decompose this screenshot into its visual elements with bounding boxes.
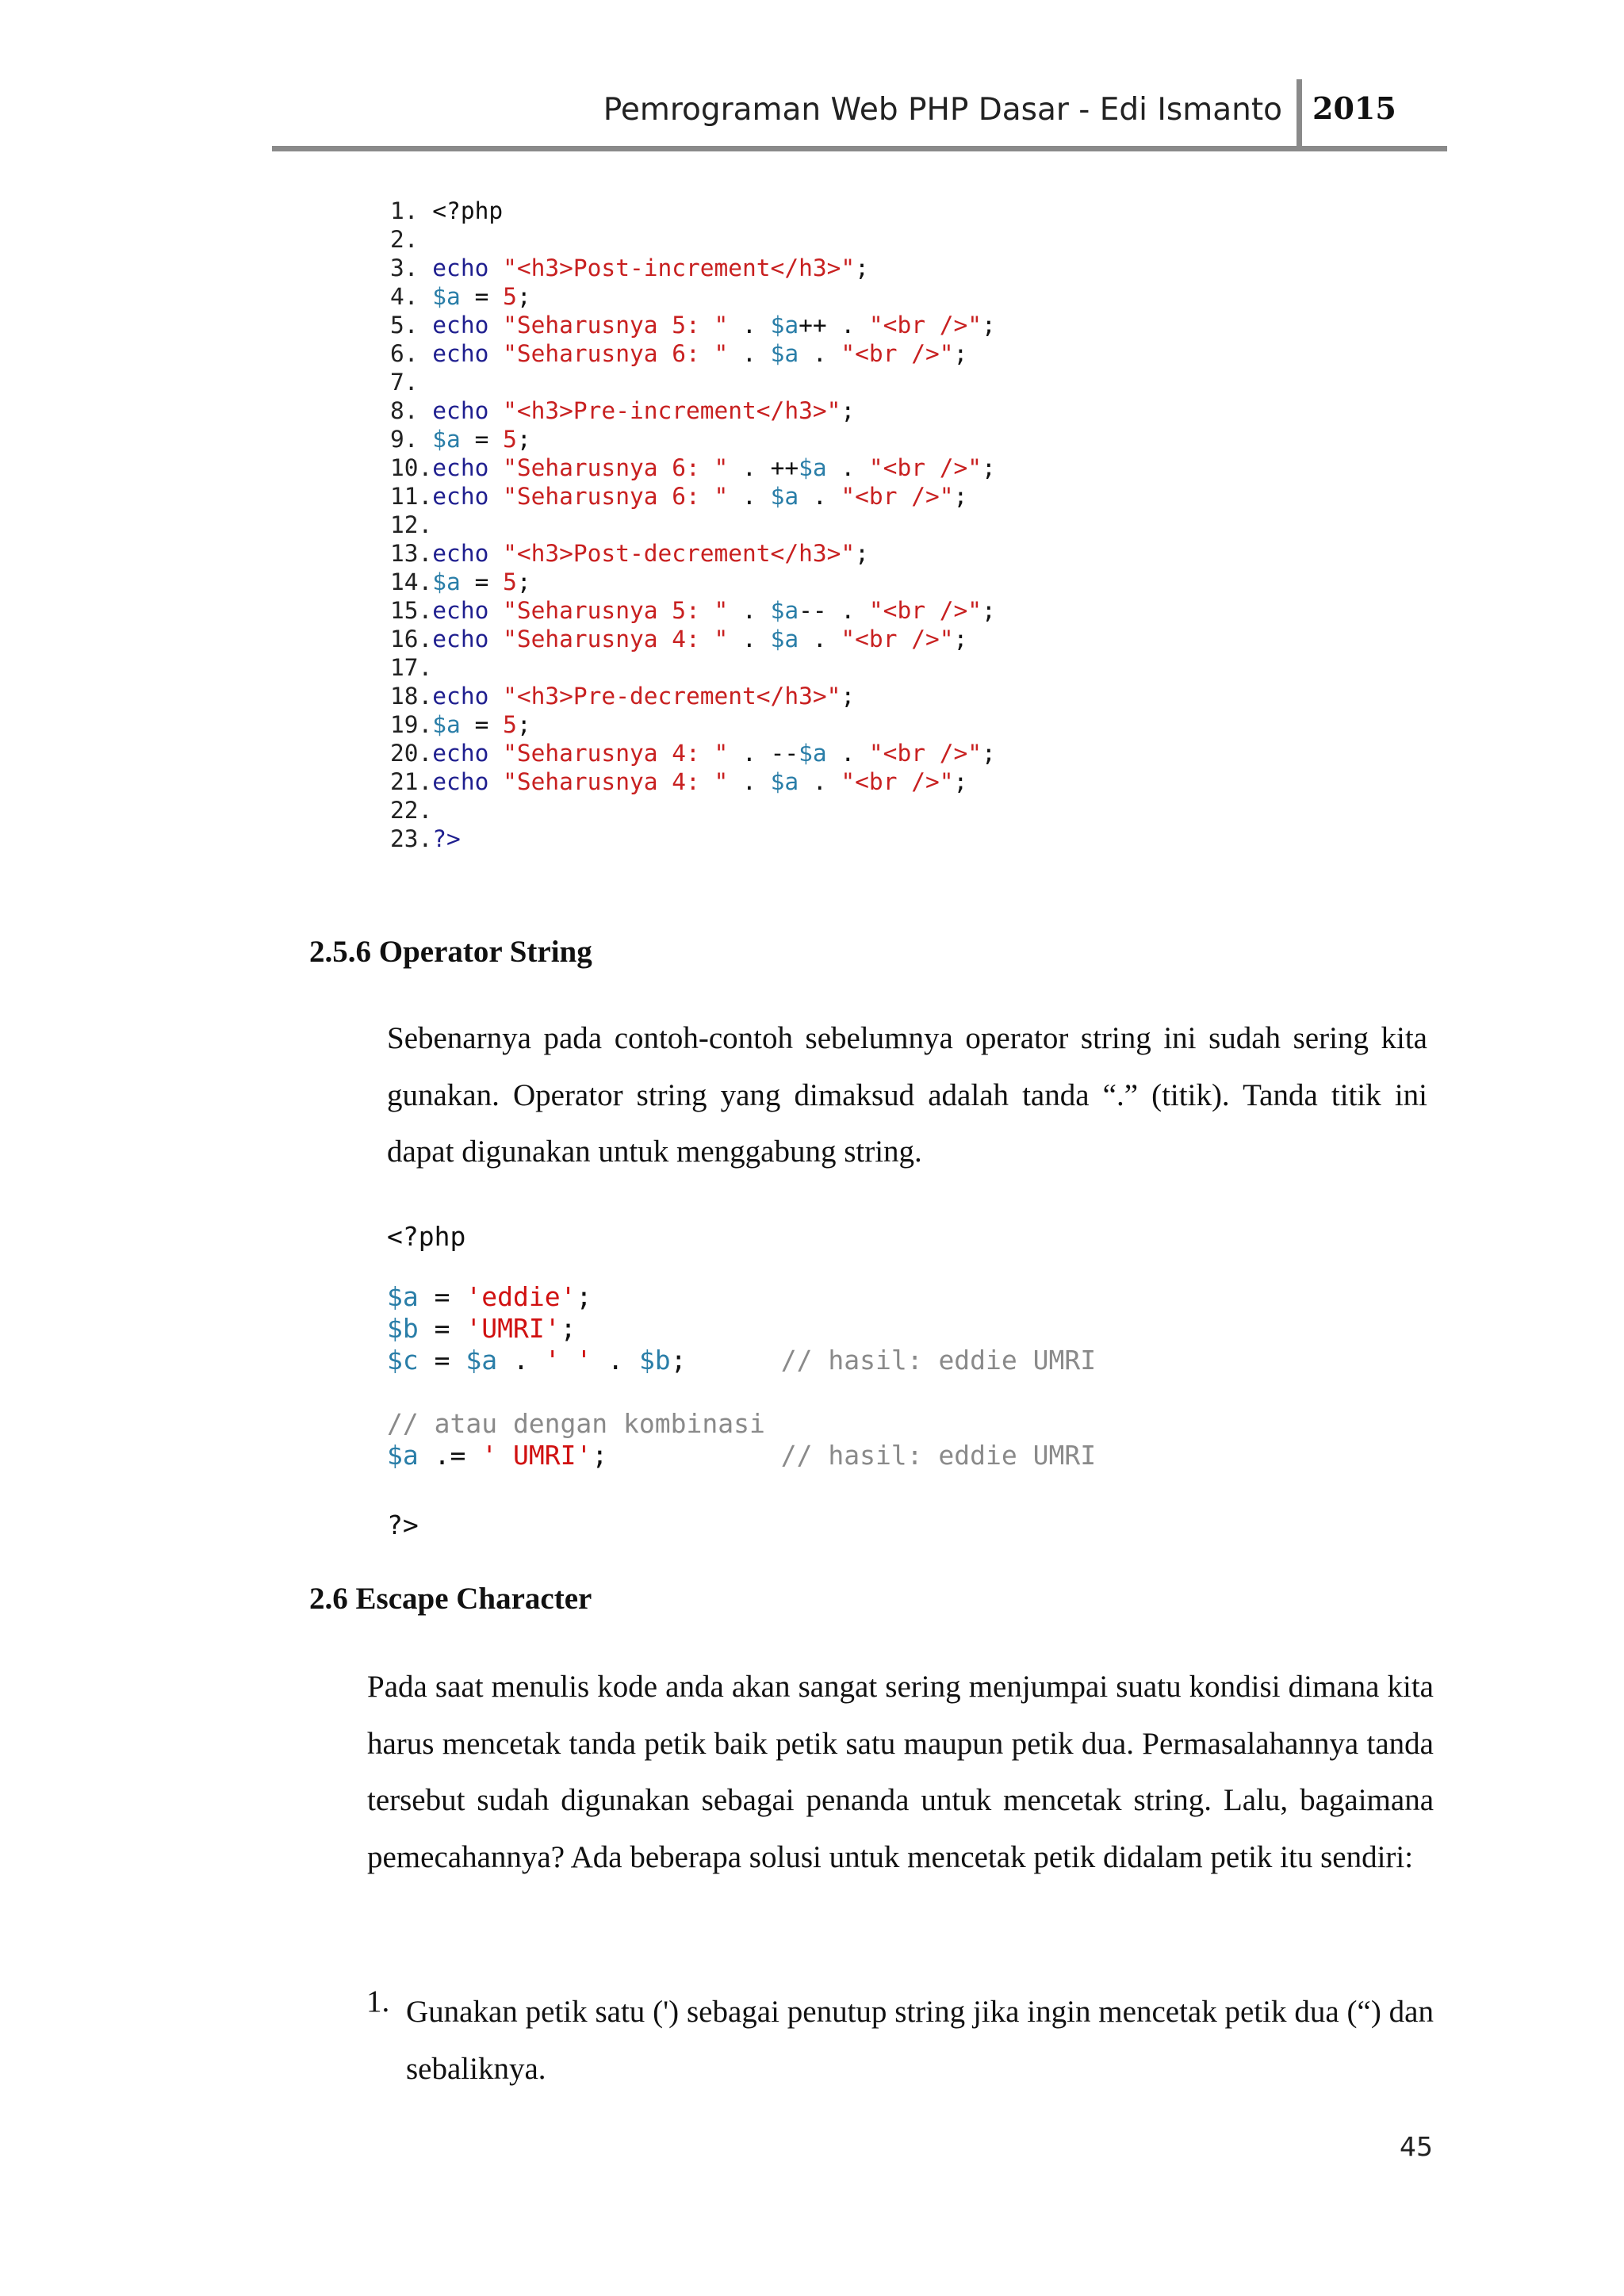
- code-token: "<br />": [868, 597, 982, 624]
- code-token: echo: [432, 312, 504, 339]
- code-token: "Seharusnya 5: ": [503, 597, 729, 624]
- code-token: "<br />": [868, 312, 982, 339]
- code-token: ;: [560, 1313, 576, 1344]
- code-token: $c: [387, 1345, 419, 1376]
- code-line: [390, 653, 996, 682]
- code-token: $a: [770, 312, 799, 339]
- line-number: 7.: [390, 369, 433, 396]
- code-token: =: [460, 283, 504, 310]
- code-token: =: [460, 711, 504, 738]
- code-token: "Seharusnya 6: ": [503, 454, 729, 481]
- code-token: "<br />": [841, 340, 954, 367]
- code-token: ;: [982, 312, 996, 339]
- code-token: echo: [432, 454, 504, 481]
- code-token: "<br />": [868, 454, 982, 481]
- code-token: =: [418, 1313, 466, 1344]
- code-token: ;: [982, 740, 996, 767]
- line-number: 16.: [390, 626, 433, 652]
- line-number: 4.: [390, 283, 433, 310]
- code-token: echo: [432, 740, 504, 767]
- code-token: $a: [770, 768, 799, 795]
- code-line: [387, 1408, 1096, 1440]
- code-token: $a: [799, 740, 827, 767]
- code-token: echo: [432, 540, 504, 567]
- line-number: 18.: [390, 683, 433, 710]
- line-number: 23.: [390, 825, 433, 852]
- code-token: ;: [670, 1345, 781, 1376]
- code-line: [390, 710, 996, 739]
- code-token: .=: [418, 1440, 482, 1471]
- code-token: $a: [387, 1281, 419, 1312]
- code-line: [390, 453, 996, 482]
- code-token: $a: [387, 1440, 419, 1471]
- code-token: "Seharusnya 6: ": [503, 340, 729, 367]
- code-line: [390, 568, 996, 596]
- code-line: [390, 625, 996, 653]
- code-token: ;: [516, 283, 531, 310]
- code-token: =: [460, 568, 504, 595]
- code-token: $b: [387, 1313, 419, 1344]
- code-line: [390, 254, 996, 282]
- line-number: 5.: [390, 312, 433, 339]
- line-number: 6.: [390, 340, 433, 367]
- line-number: 8.: [390, 397, 433, 424]
- code-line: [390, 368, 996, 396]
- code-line: [390, 425, 996, 453]
- code-token: =: [418, 1281, 466, 1312]
- code-token: ++ .: [799, 312, 869, 339]
- code-token: .: [728, 768, 771, 795]
- code-token: ;: [953, 626, 968, 652]
- code-line: [390, 282, 996, 311]
- code-line: [390, 682, 996, 710]
- code-token: $a: [432, 426, 461, 453]
- code-token: ;: [855, 254, 869, 281]
- code-line: [387, 1440, 1096, 1471]
- line-number: 20.: [390, 740, 433, 767]
- code-token: echo: [432, 597, 504, 624]
- code-token: $a: [432, 283, 461, 310]
- code-token: ' ': [544, 1345, 592, 1376]
- code-token: ;: [855, 540, 869, 567]
- code-token: echo: [432, 626, 504, 652]
- header-year: 2015: [1312, 90, 1396, 126]
- code-line: [390, 739, 996, 767]
- code-token: ;: [841, 683, 856, 710]
- section-heading-escape-character: 2.6 Escape Character: [309, 1582, 592, 1616]
- code-token: .: [728, 597, 771, 624]
- code-token: $a: [799, 454, 827, 481]
- code-token: ' UMRI': [481, 1440, 592, 1471]
- code-token: echo: [432, 340, 504, 367]
- code-token: .: [728, 312, 771, 339]
- line-number: 3.: [390, 254, 433, 281]
- code-line: [390, 225, 996, 254]
- code-open-tag: <?php: [387, 1221, 466, 1252]
- code-token: ;: [841, 397, 856, 424]
- code-line: [390, 482, 996, 511]
- code-token: // hasil: eddie UMRI: [780, 1345, 1097, 1376]
- line-number: 21.: [390, 768, 433, 795]
- code-token: $a: [770, 340, 799, 367]
- code-token: $a: [770, 483, 799, 510]
- code-token: ;: [592, 1440, 781, 1471]
- code-token: .: [592, 1345, 639, 1376]
- section-heading-operator-string: 2.5.6 Operator String: [309, 935, 592, 969]
- code-token: "<br />": [841, 626, 954, 652]
- code-token: echo: [432, 397, 504, 424]
- code-token: ;: [516, 426, 531, 453]
- code-token: 5: [503, 426, 517, 453]
- code-token: "<br />": [841, 483, 954, 510]
- code-token: "Seharusnya 6: ": [503, 483, 729, 510]
- code-token: $b: [638, 1345, 671, 1376]
- code-token: $a: [432, 568, 461, 595]
- code-token: ;: [982, 597, 996, 624]
- code-listing-string-operator: [387, 1281, 1096, 1471]
- code-token: "<h3>Pre-decrement</h3>": [503, 683, 841, 710]
- code-token: ;: [953, 483, 968, 510]
- code-line: [390, 339, 996, 368]
- line-number: 10.: [390, 454, 433, 481]
- line-number: 2.: [390, 226, 433, 253]
- line-number: 22.: [390, 797, 433, 824]
- code-token: // hasil: eddie UMRI: [780, 1440, 1097, 1471]
- code-token: ;: [953, 768, 968, 795]
- line-number: 17.: [390, 654, 433, 681]
- list-item-number: 1.: [366, 1984, 390, 2019]
- code-line: [387, 1281, 1096, 1313]
- code-token: ;: [982, 454, 996, 481]
- code-line: [387, 1376, 1096, 1408]
- code-token: // atau dengan kombinasi: [387, 1408, 765, 1439]
- code-token: "<br />": [868, 740, 982, 767]
- code-token: .: [799, 483, 841, 510]
- code-token: .: [826, 454, 869, 481]
- code-token: $a: [465, 1345, 498, 1376]
- code-line: [387, 1313, 1096, 1345]
- code-token: .: [728, 340, 771, 367]
- line-number: 11.: [390, 483, 433, 510]
- code-line: [390, 197, 996, 225]
- code-token: .: [799, 340, 841, 367]
- code-token: 'eddie': [465, 1281, 576, 1312]
- line-number: 9.: [390, 426, 433, 453]
- paragraph-escape-character: Pada saat menulis kode anda akan sangat sering menjumpai suatu kondisi dimana kita harus mencetak tanda petik baik petik satu maupun petik dua. Permasalahannya tanda tersebut sudah digunakan sebagai penanda untuk mencetak string. Lalu, bagaimana pemecahannya? Ada beberapa solusi untuk mencetak petik didalam petik itu sendiri:: [367, 1670, 1434, 1874]
- code-token: ;: [576, 1281, 592, 1312]
- list-item-text: Gunakan petik satu (') sebagai penutup string jika ingin mencetak petik dua (“) dan sebaliknya.: [406, 1995, 1434, 2086]
- code-token: "<br />": [841, 768, 954, 795]
- code-token: <?php: [432, 197, 504, 224]
- code-token: $a: [770, 597, 799, 624]
- code-close-tag: ?>: [387, 1510, 419, 1540]
- code-token: "<h3>Pre-increment</h3>": [503, 397, 841, 424]
- code-token: .: [728, 483, 771, 510]
- code-token: ;: [516, 711, 531, 738]
- code-token: .: [497, 1345, 545, 1376]
- code-line: [390, 825, 996, 853]
- line-number: 14.: [390, 568, 433, 595]
- code-token: echo: [432, 483, 504, 510]
- code-token: .: [799, 768, 841, 795]
- header-divider: [1297, 79, 1302, 146]
- code-token: "<h3>Post-increment</h3>": [503, 254, 856, 281]
- code-line: [390, 539, 996, 568]
- code-token: "Seharusnya 4: ": [503, 626, 729, 652]
- code-token: .: [826, 740, 869, 767]
- code-line: [390, 311, 996, 339]
- page-number: 45: [1400, 2131, 1433, 2162]
- code-token: echo: [432, 768, 504, 795]
- code-token: 5: [503, 568, 517, 595]
- line-number: 19.: [390, 711, 433, 738]
- code-token: "Seharusnya 4: ": [503, 768, 729, 795]
- code-token: ?>: [432, 825, 461, 852]
- code-token: "Seharusnya 5: ": [503, 312, 729, 339]
- page-header: [272, 79, 1447, 151]
- code-token: =: [460, 426, 504, 453]
- code-token: . --: [728, 740, 799, 767]
- line-number: 13.: [390, 540, 433, 567]
- code-token: ;: [953, 340, 968, 367]
- code-listing-increment-decrement: [390, 197, 996, 853]
- code-token: 5: [503, 283, 517, 310]
- code-token: $a: [770, 626, 799, 652]
- code-line: [387, 1345, 1096, 1376]
- code-token: ;: [516, 568, 531, 595]
- code-line: [390, 396, 996, 425]
- code-token: . ++: [728, 454, 799, 481]
- code-token: echo: [432, 683, 504, 710]
- code-token: "<h3>Post-decrement</h3>": [503, 540, 856, 567]
- code-line: [390, 511, 996, 539]
- header-title: Pemrograman Web PHP Dasar - Edi Ismanto: [603, 92, 1282, 128]
- code-token: 'UMRI': [465, 1313, 561, 1344]
- code-token: $a: [432, 711, 461, 738]
- line-number: 1.: [390, 197, 433, 224]
- code-token: "Seharusnya 4: ": [503, 740, 729, 767]
- code-token: .: [799, 626, 841, 652]
- paragraph-operator-string: Sebenarnya pada contoh-contoh sebelumnya operator string ini sudah sering kita gunakan. Operator string yang dimaksud adalah tanda “.” (titik). Tanda titik ini dapat digunakan untuk menggabung string.: [387, 1021, 1427, 1169]
- code-token: =: [418, 1345, 466, 1376]
- line-number: 15.: [390, 597, 433, 624]
- code-line: [390, 596, 996, 625]
- code-line: [390, 796, 996, 825]
- line-number: 12.: [390, 511, 433, 538]
- code-token: 5: [503, 711, 517, 738]
- code-token: echo: [432, 254, 504, 281]
- code-token: .: [728, 626, 771, 652]
- code-line: [390, 767, 996, 796]
- code-token: -- .: [799, 597, 869, 624]
